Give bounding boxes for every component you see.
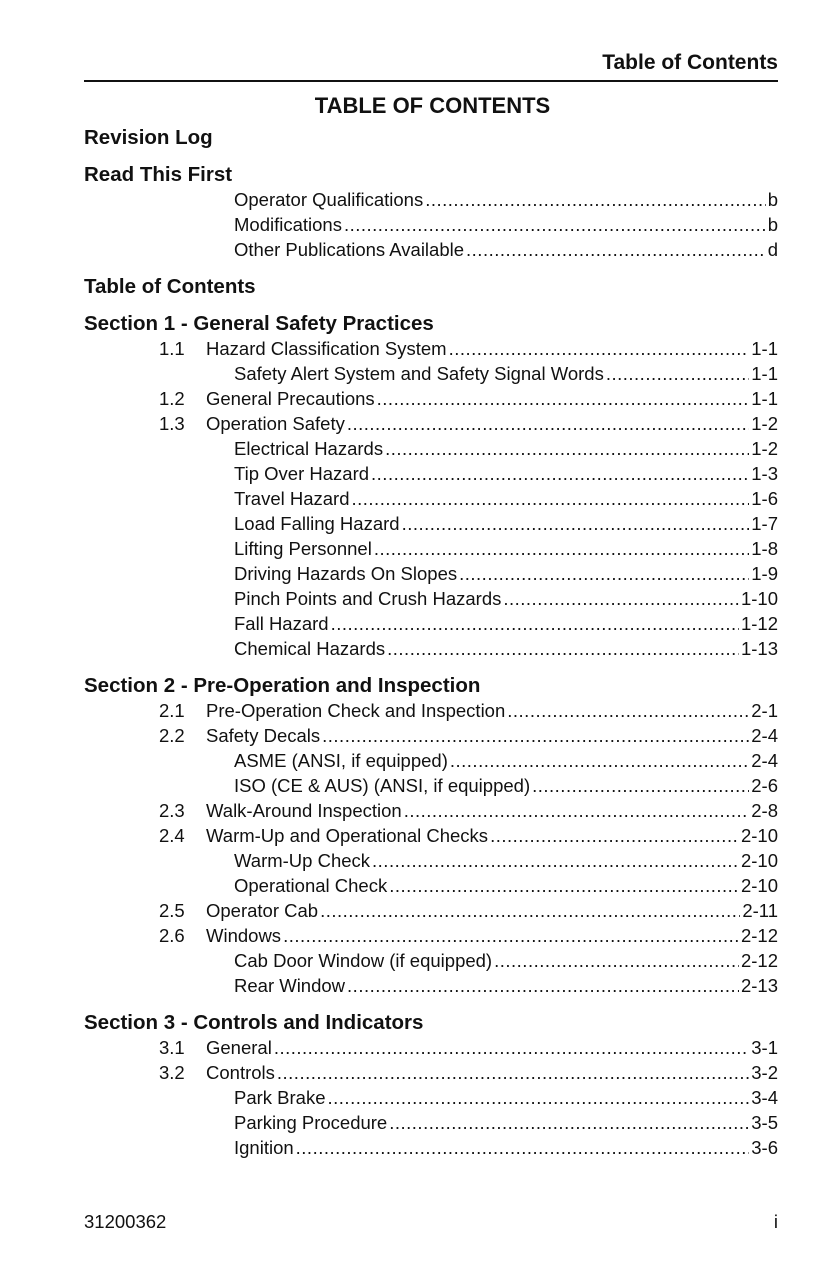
toc-page-number: b: [767, 189, 778, 210]
toc-section-heading[interactable]: Read This First: [84, 163, 233, 186]
toc-page-number: 1-2: [751, 438, 778, 459]
toc-entry-number: 2.6: [159, 925, 185, 946]
toc-entry-title: Chemical Hazards: [234, 638, 386, 659]
toc-page-number: 1-1: [751, 338, 778, 359]
toc-entry-number: 3.1: [159, 1037, 185, 1058]
toc-subentry[interactable]: [84, 237, 778, 262]
dot-leader: [322, 723, 749, 748]
toc-subentry[interactable]: [84, 461, 778, 486]
toc-page-number: 2-6: [751, 775, 778, 796]
toc-page-number: 1-6: [751, 488, 778, 509]
dot-leader: [352, 486, 750, 511]
toc-subentry[interactable]: [84, 948, 778, 973]
toc-entry-number: 2.4: [159, 825, 185, 846]
dot-leader: [377, 386, 750, 411]
toc-entry[interactable]: [84, 723, 778, 748]
toc-subentry[interactable]: [84, 536, 778, 561]
toc-page-number: 2-10: [740, 875, 778, 896]
toc-page-number: 1-1: [751, 388, 778, 409]
dot-leader: [404, 798, 750, 823]
toc-page-number: 1-3: [751, 463, 778, 484]
toc-page-number: 2-4: [751, 725, 778, 746]
dot-leader: [344, 212, 766, 237]
toc-subentry[interactable]: [84, 486, 778, 511]
toc-page-number: 2-1: [751, 700, 778, 721]
toc-entry-title: Parking Procedure: [234, 1112, 388, 1133]
toc-entry-number: 2.2: [159, 725, 185, 746]
toc-subentry[interactable]: [84, 436, 778, 461]
document-number: 31200362: [84, 1211, 167, 1232]
toc-entry-number: 2.3: [159, 800, 185, 821]
dot-leader: [385, 436, 749, 461]
toc-entry[interactable]: [84, 798, 778, 823]
toc-page-number: 2-13: [740, 975, 778, 996]
dot-leader: [320, 898, 740, 923]
toc-entry-title: Controls: [206, 1062, 275, 1083]
toc-entry[interactable]: [84, 411, 778, 436]
dot-leader: [389, 1110, 749, 1135]
dot-leader: [371, 461, 749, 486]
page-title: TABLE OF CONTENTS: [314, 93, 551, 118]
toc-entry-number: 1.1: [159, 338, 185, 359]
toc-subentry[interactable]: [84, 748, 778, 773]
toc-entry[interactable]: [84, 1060, 778, 1085]
toc-entry-title: ISO (CE & AUS) (ANSI, if equipped): [234, 775, 531, 796]
toc-subentry[interactable]: [84, 187, 778, 212]
dot-leader: [532, 773, 749, 798]
toc-page-number: 1-2: [751, 413, 778, 434]
toc-entry-title: Driving Hazards On Slopes: [234, 563, 458, 584]
toc-entry-title: Rear Window: [234, 975, 346, 996]
toc-section-heading[interactable]: Section 1 - General Safety Practices: [84, 312, 434, 335]
toc-subentry[interactable]: [84, 361, 778, 386]
toc-subentry[interactable]: [84, 873, 778, 898]
toc-page-number: 2-8: [751, 800, 778, 821]
toc-entry-title: Warm-Up Check: [234, 850, 371, 871]
toc-entry-title: Cab Door Window (if equipped): [234, 950, 493, 971]
toc-page-number: 3-6: [751, 1137, 778, 1158]
toc-entry-title: Safety Alert System and Safety Signal Words: [234, 363, 604, 384]
toc-page-number: 1-12: [740, 613, 778, 634]
toc-entry-title: Hazard Classification System: [206, 338, 447, 359]
toc-page-number: 2-4: [751, 750, 778, 771]
toc-section-heading[interactable]: Table of Contents: [84, 275, 256, 298]
dot-leader: [277, 1060, 749, 1085]
toc-entry[interactable]: [84, 823, 778, 848]
toc-subentry[interactable]: [84, 1110, 778, 1135]
dot-leader: [296, 1135, 750, 1160]
toc-entry-title: Travel Hazard: [234, 488, 350, 509]
toc-entry[interactable]: [84, 923, 778, 948]
toc-section-heading[interactable]: Section 3 - Controls and Indicators: [84, 1011, 424, 1034]
toc-entry[interactable]: [84, 698, 778, 723]
toc-entry-title: Walk-Around Inspection: [206, 800, 402, 821]
toc-page-number: 1-1: [751, 363, 778, 384]
dot-leader: [274, 1035, 749, 1060]
toc-subentry[interactable]: [84, 511, 778, 536]
toc-entry-title: Fall Hazard: [234, 613, 329, 634]
dot-leader: [606, 361, 749, 386]
toc-entry-title: Ignition: [234, 1137, 294, 1158]
dot-leader: [372, 848, 739, 873]
toc-page-number: 3-2: [751, 1062, 778, 1083]
dot-leader: [449, 336, 750, 361]
toc-subentry[interactable]: [84, 586, 778, 611]
dot-leader: [494, 948, 739, 973]
toc-page-number: 3-5: [751, 1112, 778, 1133]
toc-entry-title: Safety Decals: [206, 725, 321, 746]
toc-entry-title: Operator Cab: [206, 900, 319, 921]
header-divider: [84, 80, 778, 82]
toc-section-heading[interactable]: Section 2 - Pre-Operation and Inspection: [84, 674, 481, 697]
toc-entry-number: 2.5: [159, 900, 185, 921]
toc-entry-title: General: [206, 1037, 272, 1058]
toc-entry-number: 2.1: [159, 700, 185, 721]
dot-leader: [503, 586, 739, 611]
toc-subentry[interactable]: [84, 212, 778, 237]
dot-leader: [283, 923, 739, 948]
toc-page-number: 2-10: [740, 825, 778, 846]
toc-entry-title: Operator Qualifications: [234, 189, 424, 210]
toc-subentry[interactable]: [84, 1135, 778, 1160]
toc-page-number: 1-9: [751, 563, 778, 584]
dot-leader: [507, 698, 749, 723]
toc-subentry[interactable]: [84, 1085, 778, 1110]
dot-leader: [425, 187, 766, 212]
toc-page-number: d: [767, 239, 778, 260]
toc-section-heading[interactable]: Revision Log: [84, 126, 213, 149]
toc-entry-title: Other Publications Available: [234, 239, 465, 260]
toc-page-number: 3-1: [751, 1037, 778, 1058]
toc-entry-title: Pre-Operation Check and Inspection: [206, 700, 506, 721]
toc-entry-title: Operational Check: [234, 875, 388, 896]
dot-leader: [347, 411, 749, 436]
toc-entry[interactable]: [84, 898, 778, 923]
toc-page-number: 1-7: [751, 513, 778, 534]
toc-entry-title: Load Falling Hazard: [234, 513, 400, 534]
toc-page-number: 2-12: [740, 925, 778, 946]
toc-page-number: 1-8: [751, 538, 778, 559]
toc-entry-title: Warm-Up and Operational Checks: [206, 825, 489, 846]
dot-leader: [387, 636, 739, 661]
dot-leader: [374, 536, 749, 561]
toc-entry[interactable]: [84, 386, 778, 411]
dot-leader: [328, 1085, 750, 1110]
toc-entry-title: Park Brake: [234, 1087, 326, 1108]
toc-entry-number: 1.3: [159, 413, 185, 434]
dot-leader: [490, 823, 739, 848]
dot-leader: [459, 561, 749, 586]
toc-entry-title: Lifting Personnel: [234, 538, 372, 559]
toc-entry-title: Pinch Points and Crush Hazards: [234, 588, 502, 609]
toc-page-number: 1-10: [740, 588, 778, 609]
toc-entry-title: Electrical Hazards: [234, 438, 384, 459]
toc-page-number: 2-11: [742, 900, 778, 921]
toc-entry-title: Modifications: [234, 214, 342, 235]
toc-entry[interactable]: [84, 336, 778, 361]
toc-entry-title: Windows: [206, 925, 282, 946]
dot-leader: [402, 511, 750, 536]
toc-page-number: b: [767, 214, 778, 235]
toc-subentry[interactable]: [84, 611, 778, 636]
dot-leader: [389, 873, 739, 898]
table-of-contents: [84, 125, 778, 1160]
toc-entry-number: 3.2: [159, 1062, 185, 1083]
toc-entry-title: Operation Safety: [206, 413, 345, 434]
toc-entry[interactable]: [84, 1035, 778, 1060]
toc-subentry[interactable]: [84, 773, 778, 798]
page-number: i: [773, 1211, 778, 1232]
toc-entry-title: ASME (ANSI, if equipped): [234, 750, 448, 771]
dot-leader: [450, 748, 749, 773]
toc-subentry[interactable]: [84, 848, 778, 873]
toc-entry-title: Tip Over Hazard: [234, 463, 370, 484]
toc-entry-title: General Precautions: [206, 388, 375, 409]
toc-subentry[interactable]: [84, 636, 778, 661]
toc-page-number: 2-12: [740, 950, 778, 971]
toc-page-number: 1-13: [740, 638, 778, 659]
running-header-title: Table of Contents: [602, 51, 778, 74]
dot-leader: [331, 611, 739, 636]
toc-page-number: 3-4: [751, 1087, 778, 1108]
toc-page-number: 2-10: [740, 850, 778, 871]
toc-entry-number: 1.2: [159, 388, 185, 409]
toc-subentry[interactable]: [84, 561, 778, 586]
dot-leader: [466, 237, 766, 262]
dot-leader: [347, 973, 739, 998]
toc-subentry[interactable]: [84, 973, 778, 998]
